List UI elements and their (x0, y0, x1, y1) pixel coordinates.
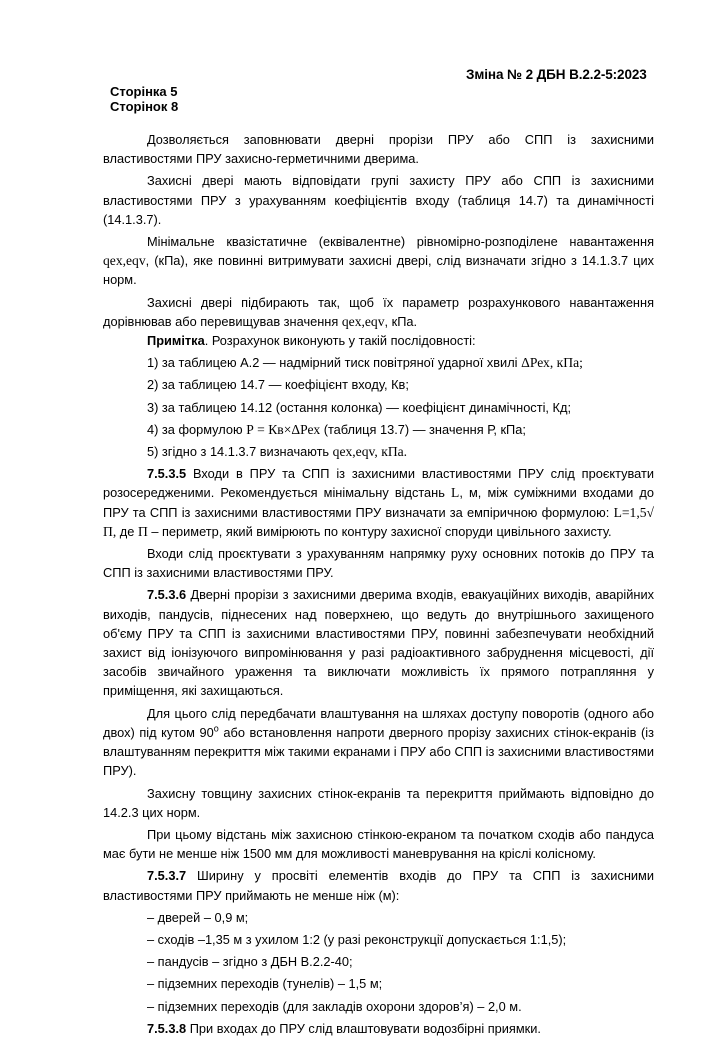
list-item: – підземних переходів (для закладів охорони здоров’я) – 2,0 м. (147, 998, 522, 1014)
list-item: – дверей – 0,9 м; (147, 909, 249, 925)
text-run: При входах до ПРУ слід влаштовувати водозбірні приямки. (186, 1020, 541, 1036)
paragraph: Дозволяється заповнювати дверні прорізи ПРУ або СПП із захисними властивостями ПРУ захисно-герметичними дверима. (103, 132, 654, 167)
paragraph: Входи слід проєктувати з урахуванням напрямку руху основних потоків до ПРУ та СПП із захисними властивостями ПРУ. (103, 546, 654, 581)
formula-symbol: qex,eqv (341, 313, 385, 329)
text-run: 1) за таблицею А.2 — надмірний тиск повітряної ударної хвилі (147, 355, 518, 371)
formula-symbol: ΔРех, кПа; (521, 355, 583, 371)
clause-paragraph (103, 464, 654, 541)
text-run: – периметр, який вимірюють по контуру захисної споруди цивільного захисту. (151, 523, 612, 539)
amendment-title: Зміна № 2 ДБН В.2.2-5:2023 (466, 67, 647, 82)
text-run: 5) згідно з 14.1.3.7 визначають (147, 444, 330, 460)
text-run: або встановлення напроти дверного прорізу захисних стінок-екранів (із влаштуванням перекриття між такими екранами і ПРУ або СПП із захисними властивостями ПРУ). (103, 724, 654, 779)
paragraph (103, 293, 654, 331)
list-item: – пандусів – згідно з ДБН В.2.2-40; (147, 954, 353, 970)
text-run: Ширину у просвіті елементів входів до ПРУ та СПП із захисними властивостями ПРУ приймають не менше ніж (м): (103, 868, 654, 903)
clause-paragraph (103, 866, 654, 904)
text-run: Дверні прорізи з захисними дверима входів, евакуаційних виходів, аварійних виходів, пандусів, піднесених над поверхнею, що ведуть до внутрішнього захищеного об'єму ПРУ та СПП із захисними властивостями ПРУ, повинні забезпечувати необхідний захист від іонізуючого випромінювання у разі радіоактивного забруднення місцевості, дії засобів звичайного ураження та виключати можливість їх прямого потрапляння у приміщення, які захищаються. (103, 587, 654, 699)
text-run: Захисні двері підбирають так, щоб їх параметр розрахункового навантаження дорівнював або перевищував значення (103, 294, 654, 329)
formula-symbol: qex,eqv (103, 253, 146, 269)
text-run: . Розрахунок виконують у такій послідовності: (204, 333, 476, 349)
list-item (103, 442, 654, 461)
text-run: Для цього слід передбачати влаштування на шляхах доступу поворотів (одного або двох) під кутом 90 (103, 705, 654, 740)
formula: L=1,5√ П, (103, 504, 654, 539)
note-paragraph (103, 331, 654, 350)
text-run: 4) за формулою (147, 421, 243, 437)
formula-symbol: П (137, 523, 148, 539)
degree-superscript: о (213, 723, 219, 734)
formula-symbol: qex,eqv, кПа. (332, 444, 408, 460)
clause-number: 7.5.3.7 (147, 868, 187, 884)
list-item: – сходів –1,35 м з ухилом 1:2 (у разі реконструкції допускається 1:1,5); (147, 931, 567, 947)
list-item: 2) за таблицею 14.7 — коефіцієнт входу, Кв; (147, 377, 409, 393)
document-body (103, 130, 654, 1038)
list-item: 3) за таблицею 14.12 (остання колонка) — коефіцієнт динамічності, Кд; (147, 399, 571, 415)
paragraph (103, 704, 654, 781)
text-run: , кПа. (384, 313, 418, 329)
paragraph: При цьому відстань між захисною стінкою-екраном та початком сходів або пандуса має бути не менше ніж 1500 мм для можливості маневрування на кріслі колісному. (103, 826, 654, 862)
formula-symbol: Р = Кв×ΔРех (246, 421, 321, 437)
list-item (103, 420, 654, 439)
page-reference (110, 84, 178, 114)
paragraph: Захисні двері мають відповідати групі захисту ПРУ або СПП із захисними властивостями ПРУ з урахуванням коефіцієнтів входу (таблиця 14.7) та динамічності (14.1.3.7). (103, 173, 654, 227)
page-ref-line: Сторінок 8 (110, 99, 179, 114)
clause-number: 7.5.3.6 (147, 587, 187, 603)
text-run: Входи в ПРУ та СПП із захисними властивостями ПРУ слід проєктувати розосередженими. Рекомендується мінімальну відстань (103, 466, 654, 501)
clause-number: 7.5.3.5 (147, 466, 187, 482)
note-label: Примітка (147, 333, 205, 349)
page-ref-line: Сторінка 5 (110, 84, 178, 99)
clause-paragraph (103, 1019, 654, 1038)
paragraph (103, 232, 654, 290)
clause-paragraph (103, 585, 654, 700)
text-run: Мінімальне квазістатичне (еквівалентне) рівномірно-розподілене навантаження (147, 234, 654, 250)
list-item: – підземних переходів (тунелів) – 1,5 м; (147, 976, 383, 992)
text-run: де (119, 523, 135, 539)
clause-number: 7.5.3.8 (147, 1020, 187, 1036)
text-run: , м, між суміжними входами до ПРУ та СПП із захисними властивостями ПРУ визначати за емпіричною формулою: (103, 485, 654, 520)
list-item (103, 353, 654, 372)
text-run: , (кПа), яке повинні витримувати захисні двері, слід визначати згідно з 14.1.3.7 цих норм. (103, 253, 654, 288)
paragraph: Захисну товщину захисних стінок-екранів та перекриття приймають відповідно до 14.2.3 цих норм. (103, 785, 654, 820)
formula-symbol: L (451, 485, 460, 501)
text-run: (таблиця 13.7) — значення Р, кПа; (323, 421, 526, 437)
